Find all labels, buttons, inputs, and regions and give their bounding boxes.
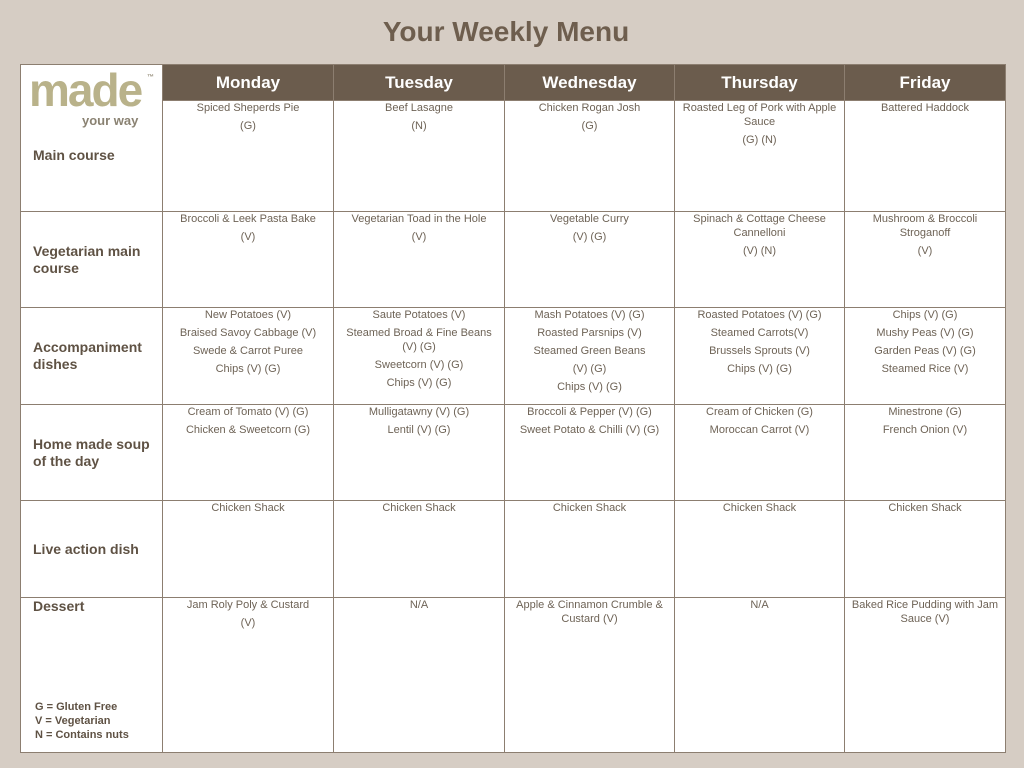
menu-item-text: Chicken & Sweetcorn (G) xyxy=(185,424,311,436)
menu-item-text: Minestrone (G) xyxy=(888,406,962,418)
days-header-row xyxy=(21,65,1006,101)
menu-cell xyxy=(334,501,505,598)
menu-cell xyxy=(334,212,505,308)
menu-item-text: (V) xyxy=(240,617,256,629)
menu-item-text: Chicken Shack xyxy=(888,502,962,514)
menu-cell xyxy=(845,501,1006,598)
menu-cell xyxy=(163,212,334,308)
dietary-legend xyxy=(35,700,129,742)
menu-item-text: Chicken Shack xyxy=(211,502,285,514)
menu-cell xyxy=(505,501,675,598)
menu-row-accompaniment-dishes xyxy=(21,308,1006,405)
menu-item-text: N/A xyxy=(409,599,429,611)
day-header-friday: Friday xyxy=(845,65,1006,101)
menu-cell xyxy=(675,598,845,753)
menu-cell xyxy=(163,308,334,405)
row-label: Main course xyxy=(21,101,163,212)
menu-item-text: (V) xyxy=(240,231,256,243)
row-label: Dessert xyxy=(21,598,163,753)
menu-item-text: Mushroom & Broccoli Stroganoff xyxy=(872,213,978,239)
day-header-wednesday: Wednesday xyxy=(505,65,675,101)
menu-item-text: Chicken Shack xyxy=(552,502,627,514)
day-header-tuesday: Tuesday xyxy=(334,65,505,101)
menu-item-text: Steamed Broad & Fine Beans (V) (G) xyxy=(346,327,492,353)
logo-cell xyxy=(21,64,163,128)
made-your-way-logo xyxy=(29,64,157,130)
menu-item-text: Saute Potatoes (V) xyxy=(372,309,466,321)
menu-item-text: (V) (G) xyxy=(572,363,607,375)
menu-cell xyxy=(334,405,505,501)
logo-trademark: ™ xyxy=(147,74,154,81)
menu-item-text: Chips (V) (G) xyxy=(892,309,958,321)
menu-item-text: Swede & Carrot Puree xyxy=(192,345,304,357)
menu-item-text: Lentil (V) (G) xyxy=(387,424,451,436)
menu-cell xyxy=(505,212,675,308)
menu-item-text: Steamed Carrots(V) xyxy=(710,327,809,339)
menu-item-text: (G) (N) xyxy=(742,134,777,146)
row-label: Vegetarian main course xyxy=(21,212,163,308)
menu-cell xyxy=(845,598,1006,753)
menu-item-text: Chips (V) (G) xyxy=(727,363,792,375)
menu-item-text: Chips (V) (G) xyxy=(215,363,281,375)
menu-cell xyxy=(163,405,334,501)
menu-item-text: (N) xyxy=(411,120,427,132)
page-title: Your Weekly Menu xyxy=(382,16,630,47)
menu-item-text: Cream of Tomato (V) (G) xyxy=(187,406,309,418)
menu-item-text: N/A xyxy=(750,599,769,611)
menu-item-text: Roasted Parsnips (V) xyxy=(537,327,642,339)
menu-item-text: Braised Savoy Cabbage (V) xyxy=(179,327,317,339)
menu-item-text: (G) xyxy=(581,120,598,132)
menu-item-text: Broccoli & Leek Pasta Bake xyxy=(180,213,316,225)
menu-item-text: Roasted Leg of Pork with Apple Sauce xyxy=(682,102,837,128)
menu-item-text: Garden Peas (V) (G) xyxy=(874,345,976,357)
row-label: Live action dish xyxy=(21,501,163,598)
menu-item-text: Chicken Rogan Josh xyxy=(538,102,641,114)
menu-cell xyxy=(163,101,334,212)
legend-vegetarian: V = Vegetarian xyxy=(35,715,111,727)
menu-item-text: Chips (V) (G) xyxy=(557,381,622,393)
menu-item-text: Chicken Shack xyxy=(722,502,797,514)
menu-item-text: Cream of Chicken (G) xyxy=(706,406,813,418)
menu-cell xyxy=(505,598,675,753)
menu-item-text: Mash Potatoes (V) (G) xyxy=(534,309,645,321)
menu-cell xyxy=(675,101,845,212)
menu-item-text: (V) (N) xyxy=(743,245,776,257)
day-header-monday: Monday xyxy=(163,65,334,101)
menu-cell xyxy=(845,101,1006,212)
menu-cell xyxy=(505,308,675,405)
logo-wordmark: made xyxy=(29,64,142,116)
menu-item-text: French Onion (V) xyxy=(882,424,968,436)
menu-cell xyxy=(845,405,1006,501)
menu-item-text: Steamed Green Beans xyxy=(533,345,646,357)
menu-cell xyxy=(675,212,845,308)
menu-item-text: Spiced Sheperds Pie xyxy=(196,102,300,114)
weekly-menu-table xyxy=(20,64,1006,753)
menu-item-text: Moroccan Carrot (V) xyxy=(709,424,810,436)
menu-row-dessert xyxy=(21,598,1006,753)
day-header-thursday: Thursday xyxy=(675,65,845,101)
menu-item-text: (V) xyxy=(917,245,933,257)
menu-item-text: (V) xyxy=(411,231,427,243)
menu-cell xyxy=(845,308,1006,405)
menu-item-text: Steamed Rice (V) xyxy=(881,363,969,375)
menu-item-text: Apple & Cinnamon Crumble & Custard (V) xyxy=(516,599,663,625)
legend-contains-nuts: N = Contains nuts xyxy=(35,729,129,741)
menu-cell xyxy=(845,212,1006,308)
menu-item-text: (G) xyxy=(240,120,256,132)
menu-cell xyxy=(163,598,334,753)
menu-item-text: (V) (G) xyxy=(572,231,607,243)
menu-item-text: Broccoli & Pepper (V) (G) xyxy=(527,406,652,418)
row-label: Accompaniment dishes xyxy=(21,308,163,405)
menu-cell xyxy=(505,405,675,501)
menu-item-text: Mushy Peas (V) (G) xyxy=(876,327,974,339)
menu-cell xyxy=(675,501,845,598)
menu-cell xyxy=(675,405,845,501)
menu-cell xyxy=(675,308,845,405)
menu-item-text: Baked Rice Pudding with Jam Sauce (V) xyxy=(851,599,999,625)
menu-item-text: Roasted Potatoes (V) (G) xyxy=(697,309,822,321)
menu-item-text: Brussels Sprouts (V) xyxy=(709,345,810,357)
logo-tagline: your way xyxy=(82,113,139,128)
menu-item-text: Battered Haddock xyxy=(880,102,970,114)
menu-cell xyxy=(163,501,334,598)
menu-item-text: Sweet Potato & Chilli (V) (G) xyxy=(519,424,660,436)
menu-cell xyxy=(334,101,505,212)
menu-item-text: Mulligatawny (V) (G) xyxy=(368,406,470,418)
menu-row-main-course xyxy=(21,101,1006,212)
menu-item-text: Vegetable Curry xyxy=(550,213,629,225)
menu-row-home-made-soup xyxy=(21,405,1006,501)
menu-item-text: Sweetcorn (V) (G) xyxy=(374,359,464,371)
menu-item-text: New Potatoes (V) xyxy=(204,309,292,321)
menu-item-text: Beef Lasagne xyxy=(385,102,453,114)
legend-gluten-free: G = Gluten Free xyxy=(35,701,118,713)
menu-item-text: Chicken Shack xyxy=(382,502,456,514)
menu-row-vegetarian-main-course xyxy=(21,212,1006,308)
menu-item-text: Chips (V) (G) xyxy=(386,377,452,389)
menu-cell xyxy=(334,308,505,405)
menu-item-text: Spinach & Cottage Cheese Cannelloni xyxy=(693,213,826,239)
menu-row-live-action-dish xyxy=(21,501,1006,598)
menu-item-text: Jam Roly Poly & Custard xyxy=(186,599,310,611)
menu-item-text: Vegetarian Toad in the Hole xyxy=(351,213,487,225)
row-label: Home made soup of the day xyxy=(21,405,163,501)
menu-cell xyxy=(334,598,505,753)
menu-cell xyxy=(505,101,675,212)
